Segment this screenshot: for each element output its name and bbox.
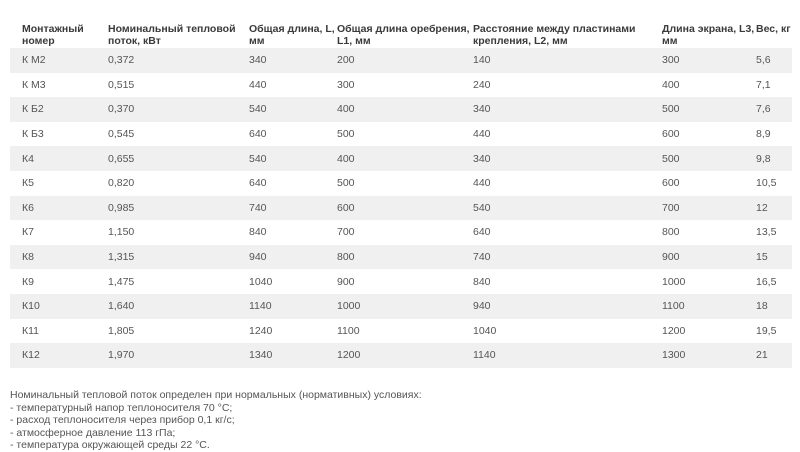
cell-mounting-number: К М2 <box>10 48 108 73</box>
cell-mounting-number: К Б2 <box>10 97 108 122</box>
table-row <box>10 245 792 270</box>
cell-fin-length: 800 <box>337 245 473 270</box>
cell-screen-length: 800 <box>662 220 756 245</box>
header-screen-length: Длина экрана, L3, мм <box>662 23 755 47</box>
cell-plate-distance: 340 <box>473 97 662 122</box>
cell-fin-length: 400 <box>337 97 473 122</box>
cell-heat-flow: 0,515 <box>108 73 249 98</box>
cell-mounting-number: К10 <box>10 294 108 319</box>
table-row <box>10 48 792 73</box>
cell-mounting-number: К9 <box>10 269 108 294</box>
header-heat-flow: Номинальный тепловой поток, кВт <box>108 23 236 47</box>
cell-fin-length: 1000 <box>337 294 473 319</box>
cell-heat-flow: 1,970 <box>108 343 249 368</box>
cell-fin-length: 900 <box>337 269 473 294</box>
header-weight: Вес, кг <box>756 23 791 35</box>
cell-heat-flow: 0,820 <box>108 171 249 196</box>
cell-screen-length: 500 <box>662 146 756 171</box>
table-row <box>10 73 792 98</box>
cell-heat-flow: 0,545 <box>108 122 249 147</box>
cell-heat-flow: 0,985 <box>108 196 249 221</box>
cell-plate-distance: 240 <box>473 73 662 98</box>
cell-mounting-number: К8 <box>10 245 108 270</box>
cell-mounting-number: К М3 <box>10 73 108 98</box>
cell-fin-length: 300 <box>337 73 473 98</box>
cell-weight: 8,9 <box>756 122 792 147</box>
cell-heat-flow: 1,640 <box>108 294 249 319</box>
cell-plate-distance: 840 <box>473 269 662 294</box>
cell-weight: 7,1 <box>756 73 792 98</box>
cell-total-length: 940 <box>249 245 337 270</box>
cell-heat-flow: 1,315 <box>108 245 249 270</box>
header-mounting-number: Монтажный номер <box>22 23 84 47</box>
table-row <box>10 319 792 344</box>
cell-fin-length: 600 <box>337 196 473 221</box>
cell-mounting-number: К7 <box>10 220 108 245</box>
cell-mounting-number: К4 <box>10 146 108 171</box>
cell-total-length: 440 <box>249 73 337 98</box>
cell-weight: 12 <box>756 196 792 221</box>
note-line: - температура окружающей среды 22 °С. <box>10 439 210 452</box>
cell-mounting-number: К Б3 <box>10 122 108 147</box>
cell-fin-length: 200 <box>337 48 473 73</box>
cell-plate-distance: 940 <box>473 294 662 319</box>
cell-total-length: 640 <box>249 171 337 196</box>
cell-plate-distance: 340 <box>473 146 662 171</box>
cell-weight: 16,5 <box>756 269 792 294</box>
specs-table <box>10 14 792 368</box>
cell-weight: 10,5 <box>756 171 792 196</box>
header-fin-length: Общая длина оребрения, L1, мм <box>337 23 470 47</box>
table-row <box>10 146 792 171</box>
note-line: - атмосферное давление 113 гПа; <box>10 426 176 439</box>
cell-plate-distance: 140 <box>473 48 662 73</box>
cell-total-length: 540 <box>249 146 337 171</box>
cell-plate-distance: 440 <box>473 171 662 196</box>
cell-total-length: 1240 <box>249 319 337 344</box>
note-heading: Номинальный тепловой поток определен при нормальных (нормативных) условиях: <box>10 389 422 401</box>
table-row <box>10 220 792 245</box>
table-row <box>10 171 792 196</box>
cell-weight: 15 <box>756 245 792 270</box>
note-line: - расход теплоносителя через прибор 0,1 кг/с; <box>10 414 235 427</box>
cell-plate-distance: 740 <box>473 245 662 270</box>
cell-plate-distance: 540 <box>473 196 662 221</box>
cell-plate-distance: 1140 <box>473 343 662 368</box>
cell-screen-length: 1100 <box>662 294 756 319</box>
cell-plate-distance: 1040 <box>473 319 662 344</box>
cell-heat-flow: 1,475 <box>108 269 249 294</box>
cell-screen-length: 1000 <box>662 269 756 294</box>
cell-screen-length: 1200 <box>662 319 756 344</box>
table-row <box>10 294 792 319</box>
cell-total-length: 1340 <box>249 343 337 368</box>
cell-total-length: 840 <box>249 220 337 245</box>
cell-total-length: 1040 <box>249 269 337 294</box>
header-total-length: Общая длина, L, мм <box>249 23 335 47</box>
cell-plate-distance: 640 <box>473 220 662 245</box>
cell-fin-length: 400 <box>337 146 473 171</box>
cell-fin-length: 1100 <box>337 319 473 344</box>
cell-weight: 13,5 <box>756 220 792 245</box>
table-row <box>10 97 792 122</box>
cell-screen-length: 400 <box>662 73 756 98</box>
cell-screen-length: 300 <box>662 48 756 73</box>
table-header-row <box>10 14 792 48</box>
cell-weight: 19,5 <box>756 319 792 344</box>
cell-weight: 7,6 <box>756 97 792 122</box>
cell-heat-flow: 0,370 <box>108 97 249 122</box>
cell-total-length: 640 <box>249 122 337 147</box>
cell-fin-length: 1200 <box>337 343 473 368</box>
cell-screen-length: 600 <box>662 171 756 196</box>
header-plate-distance: Расстояние между пластинами крепления, L2, мм <box>473 23 636 47</box>
cell-plate-distance: 440 <box>473 122 662 147</box>
cell-total-length: 340 <box>249 48 337 73</box>
cell-heat-flow: 1,805 <box>108 319 249 344</box>
note-line: - температурный напор теплоносителя 70 °С; <box>10 401 233 414</box>
conditions-note <box>10 389 422 452</box>
cell-screen-length: 500 <box>662 97 756 122</box>
cell-mounting-number: К11 <box>10 319 108 344</box>
cell-total-length: 540 <box>249 97 337 122</box>
cell-screen-length: 900 <box>662 245 756 270</box>
cell-total-length: 1140 <box>249 294 337 319</box>
cell-fin-length: 500 <box>337 122 473 147</box>
cell-mounting-number: К6 <box>10 196 108 221</box>
cell-heat-flow: 0,372 <box>108 48 249 73</box>
cell-screen-length: 1300 <box>662 343 756 368</box>
cell-total-length: 740 <box>249 196 337 221</box>
table-row <box>10 196 792 221</box>
cell-weight: 18 <box>756 294 792 319</box>
cell-mounting-number: К12 <box>10 343 108 368</box>
cell-weight: 5,6 <box>756 48 792 73</box>
cell-screen-length: 700 <box>662 196 756 221</box>
table-row <box>10 343 792 368</box>
table-row <box>10 269 792 294</box>
cell-weight: 21 <box>756 343 792 368</box>
cell-screen-length: 600 <box>662 122 756 147</box>
table-row <box>10 122 792 147</box>
cell-fin-length: 500 <box>337 171 473 196</box>
cell-weight: 9,8 <box>756 146 792 171</box>
cell-fin-length: 700 <box>337 220 473 245</box>
table-body <box>10 48 792 368</box>
cell-heat-flow: 0,655 <box>108 146 249 171</box>
cell-mounting-number: К5 <box>10 171 108 196</box>
cell-heat-flow: 1,150 <box>108 220 249 245</box>
